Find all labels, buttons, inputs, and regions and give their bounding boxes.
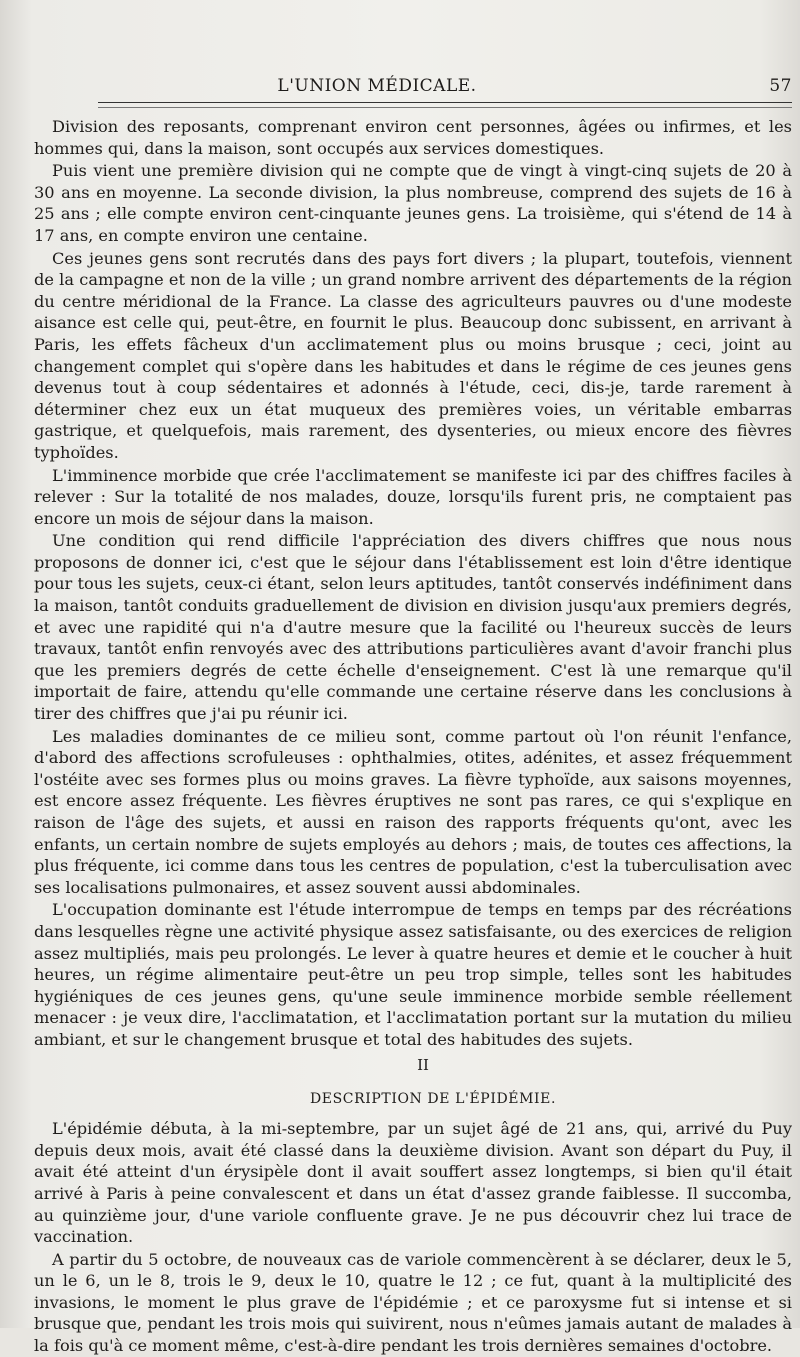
paragraph: Une condition qui rend difficile l'appréciation des divers chiffres que nous nous proposons de donner ici, c'est que le séjour dans l'établissement est loin d'être identique pour tous les sujets, ceux-ci étant, selon leurs aptitudes, tantôt conservés indéfiniment dans la maison, tantôt conduits graduellement de division en division jusqu'aux premiers degrés, et avec une rapidité qui n'a d'autre mesure que la facilité ou l'heureux succès de leurs travaux, tantôt enfin renvoyés avec des attributions particulières avant d'avoir franchi plus que les premiers degrés de cette échelle d'enseignement. C'est là une remarque qu'il importait de faire, attendu qu'elle commande une certaine réserve dans les conclusions à tirer des chiffres que j'ai pu réunir ici.	[34, 531, 792, 724]
section-title: DESCRIPTION DE L'ÉPIDÉMIE.	[309, 1090, 557, 1107]
paragraph: L'imminence morbide que crée l'acclimatement se manifeste ici par des chiffres faciles à relever : Sur la totalité de nos malades, douze, lorsqu'ils furent pris, ne comptaient pas encore un mois de séjour dans la maison.	[34, 465, 792, 528]
paragraph: Puis vient une première division qui ne compte que de vingt à vingt-cinq sujets de 20 à 30 ans en moyenne. La seconde division, la plus nombreuse, comprend des sujets de 16 à 25 ans ; elle compte environ cent-cinquante jeunes gens. La troisième, qui s'étend de 14 à 17 ans, en compte environ une centaine.	[34, 161, 792, 245]
paragraph: Division des reposants, comprenant environ cent personnes, âgées ou infirmes, et les hommes qui, dans la maison, sont occupés aux services domestiques.	[34, 117, 792, 158]
paragraph: L'épidémie débuta, à la mi-septembre, par un sujet âgé de 21 ans, qui, arrivé du Puy depuis deux mois, avait été classé dans la deuxième division. Avant son départ du Puy, il avait été atteint d'un érysipèle dont il avait souffert assez longtemps, si bien qu'il était arrivé à Paris à peine convalescent et dans un état d'assez grande faiblesse. Il succomba, au quinzième jour, d'une variole confluente grave. Je ne pus découvrir chez lui trace de vaccination.	[34, 1119, 792, 1247]
section-number: II	[417, 1055, 429, 1074]
running-header	[34, 74, 792, 102]
page-number: 57	[769, 76, 792, 96]
paragraph: Ces jeunes gens sont recrutés dans des pays fort divers ; la plupart, toutefois, viennent de la campagne et non de la ville ; un grand nombre arrivent des départements de la région du centre méridional de la France. La classe des agriculteurs pauvres ou d'une modeste aisance est celle qui, peut-être, en fournit le plus. Beaucoup donc subissent, en arrivant à Paris, les effets fâcheux d'un acclimatement plus ou moins brusque ; ceci, joint au changement complet qui s'opère dans les habitudes et dans le régime de ces jeunes gens devenus tout à coup sédentaires et adonnés à l'étude, ceci, dis-je, tarde rarement à déterminer chez eux un état muqueux des premières voies, un véritable embarras gastrique, et quelquefois, mais rarement, des dysenteries, ou mieux encore des fièvres typhoïdes.	[34, 248, 792, 462]
header-rule	[98, 102, 792, 108]
paragraph: Les maladies dominantes de ce milieu sont, comme partout où l'on réunit l'enfance, d'abord des affections scrofuleuses : ophthalmies, otites, adénites, et assez fréquemment l'ostéite avec ses formes plus ou moins graves. La fièvre typhoïde, aux saisons moyennes, est encore assez fréquente. Les fièvres éruptives ne sont pas rares, ce qui s'explique en raison de l'âge des sujets, et aussi en raison des rapports fréquents qu'ont, avec les enfants, un certain nombre de sujets employés au dehors ; mais, de toutes ces affections, la plus fréquente, ici comme dans tous les centres de population, c'est la tuberculisation avec ses localisations pulmonaires, et assez souvent aussi abdominales.	[34, 726, 792, 897]
paragraph: A partir du 5 octobre, de nouveaux cas de variole commencèrent à se déclarer, deux le 5, un le 6, un le 8, trois le 9, deux le 10, quatre le 12 ; ce fut, quant à la multiplicité des invasions, le moment le plus grave de l'épidémie ; et ce paroxysme fut si intense et si brusque que, pendant les trois mois qui suivirent, nous n'eûmes jamais autant de malades à la fois qu'à ce moment même, c'est-à-dire pendant les trois dernières semaines d'octobre.	[34, 1249, 792, 1356]
paragraph: L'occupation dominante est l'étude interrompue de temps en temps par des récréations dans lesquelles règne une activité physique assez satisfaisante, ou des exercices de religion assez multipliés, mais peu prolongés. Le lever à quatre heures et demie et le coucher à huit heures, un régime alimentaire peut-être un peu trop simple, telles sont les habitudes hygiéniques de ces jeunes gens, qu'une seule imminence morbide semble réellement menacer : je veux dire, l'acclimatation, et l'acclimatation portant sur la mutation du milieu ambiant, et sur le changement brusque et total des habitudes des sujets.	[34, 900, 792, 1049]
journal-title: L'UNION MÉDICALE.	[277, 76, 477, 96]
body-text	[34, 116, 792, 1357]
